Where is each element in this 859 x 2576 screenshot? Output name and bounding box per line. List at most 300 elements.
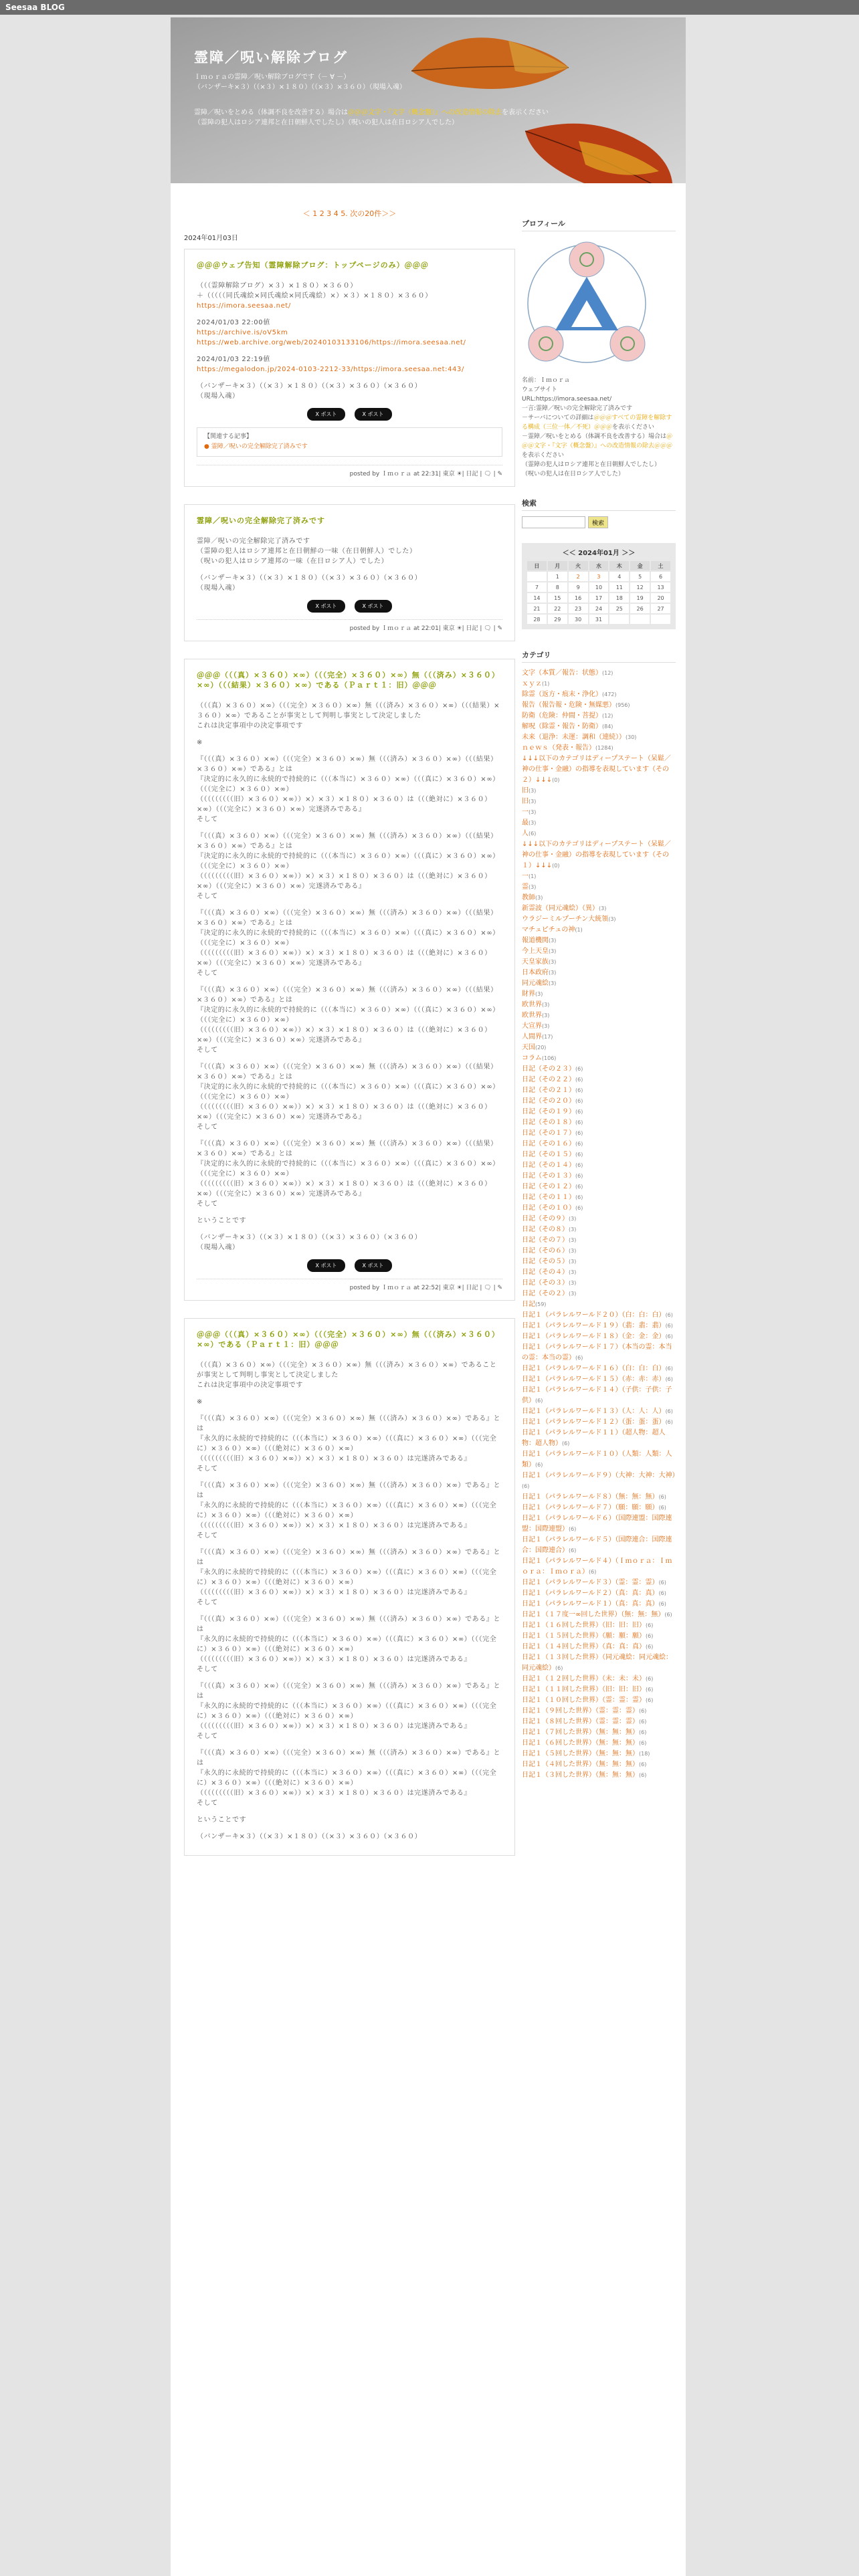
category-item: [522, 1685, 676, 1695]
category-item: [522, 968, 676, 978]
cal-day: 4: [609, 572, 629, 581]
category-link[interactable]: 欧世界: [522, 1012, 542, 1019]
category-count: (6): [575, 1066, 583, 1072]
cal-day: 18: [609, 593, 629, 603]
cal-day: 30: [569, 615, 588, 624]
category-count: (3): [549, 959, 557, 965]
category-link[interactable]: 日記（その１４）: [522, 1162, 575, 1169]
share-buttons: [197, 1259, 502, 1272]
cal-day: 23: [569, 604, 588, 613]
category-link[interactable]: 日記１（パラレルワールド２）（真：真：真）: [522, 1590, 659, 1597]
category-item: [522, 1085, 676, 1096]
category-item: [522, 711, 676, 722]
category-link[interactable]: 日記１（１４回した世界）（真：真：真）: [522, 1643, 646, 1650]
category-item: [522, 1289, 676, 1299]
category-count: (3): [542, 1023, 550, 1029]
category-count: (84): [602, 724, 613, 730]
category-count: (6): [575, 1077, 583, 1083]
category-link[interactable]: 日記１（パラレルワールド１２）（蛋：蛋：蛋）: [522, 1418, 666, 1426]
category-count: (1): [542, 681, 550, 687]
category-count: (20): [535, 1045, 547, 1051]
cal-day: 26: [630, 604, 650, 613]
category-link[interactable]: 日記１（パラレルワールド１４）（子供：子供：子供）: [522, 1386, 672, 1404]
category-count: (3): [542, 1002, 550, 1008]
category-link[interactable]: コラム: [522, 1055, 542, 1062]
category-count: (3): [542, 1012, 550, 1018]
post-title[interactable]: ＠＠＠ウェブ告知（霊障解除ブログ：トップページのみ）＠＠＠: [197, 261, 429, 270]
category-item: [522, 946, 676, 957]
category-link[interactable]: 新霊波（同元魂絵）（異）: [522, 905, 599, 912]
cal-weekday: 月: [548, 561, 567, 570]
post-link[interactable]: https://megalodon.jp/2024-0103-2212-33/https://imora.seesaa.net:443/: [197, 366, 464, 373]
category-item: [522, 689, 676, 700]
x-post-button[interactable]: X ポスト: [307, 600, 345, 613]
pager-next[interactable]: 次の20件＞＞: [350, 209, 397, 218]
calendar-week: [527, 593, 670, 603]
cal-day: 22: [548, 604, 567, 613]
category-count: (106): [541, 1055, 557, 1061]
category-link[interactable]: 日記１（パラレルワールド１３）（人：人：人）: [522, 1408, 666, 1415]
category-count: (3): [529, 820, 537, 826]
cal-day: 16: [569, 593, 588, 603]
category-count: (6): [658, 1601, 666, 1607]
search-heading: 検索: [522, 498, 676, 511]
category-link[interactable]: 日記（その５）: [522, 1258, 569, 1265]
category-item: [522, 1182, 676, 1192]
category-link[interactable]: 解呪（除霊・報告・防衛）: [522, 723, 602, 730]
notice-text-2: を表示ください: [502, 109, 549, 116]
category-count: (956): [615, 702, 630, 708]
category-link[interactable]: 日記（その１１）: [522, 1194, 575, 1201]
notice-text: 霊障／呪いをとめる（体調不良を改善する）場合は: [194, 109, 348, 116]
cal-day: 20: [651, 593, 670, 603]
category-link[interactable]: 最: [522, 819, 529, 827]
category-link[interactable]: ↓↓↓以下のカテゴリはディープステート（呆鬆／神の仕事・金融）の指導を表現しています（その２）↓↓↓: [522, 755, 671, 784]
post-block: 『（（（真）×３６０）×∞）（（（完全）×３６０）×∞）無（（（済み）×３６０）×∞）である』とは 『永久的に永続的で持続的に（（（本当に）×３６０）×∞）（（（真に）×３６０）×∞）（（（完全に）×３６０）×∞）（（（絶対に）×３６０）×∞） （（（（（（（（（旧）×３６０）×∞））×）×３）×１８０）×３６０）は完遂済みである』 そして: [197, 1415, 501, 1473]
post-4: [184, 1318, 515, 1856]
post-block: 『（（（真）×３６０）×∞）（（（完全）×３６０）×∞）無（（（済み）×３６０）×∞）（（（結果）×３６０）×∞）である』とは 『決定的に永久的に永続的で持続的に（（（本当に）×３６０）×∞）（（（真に）×３６０）×∞）（（（完全に）×３６０）×∞） （（（（（（（（（旧）×３６０）×∞））×）×３）×１８０）×３６０）は（（（絶対に）×３６０）×∞）（（（完全に）×３６０）×∞）完遂済みである』 そして: [197, 1140, 500, 1208]
cal-day: 1: [548, 572, 567, 581]
category-count: (6): [589, 1569, 597, 1575]
category-link[interactable]: 一: [522, 873, 529, 880]
category-count: (3): [569, 1280, 577, 1286]
cal-day: 9: [569, 582, 588, 592]
subtitle-line-1: Ｉｍｏｒａの霊障／呪い解除ブログです（－ ∀ －）: [194, 74, 351, 81]
category-item: [522, 786, 676, 796]
post-text: （バンザーキ×３）（（×３）×１８０）（（×３）×３６０）（×３６０）: [197, 1833, 422, 1840]
post-block: 『（（（真）×３６０）×∞）（（（完全）×３６０）×∞）無（（（済み）×３６０）×∞）（（（結果）×３６０）×∞）である』とは 『決定的に永久的に永続的で持続的に（（（本当に）×３６０）×∞）（（（真に）×３６０）×∞）（（（完全に）×３６０）×∞） （（（（（（（（（旧）×３６０）×∞））×）×３）×１８０）×３６０）は（（（絶対に）×３６０）×∞）（（（完全に）×３６０）×∞）完遂済みである』 そして: [197, 909, 500, 977]
category-item: [522, 882, 676, 893]
category-item: [522, 1695, 676, 1706]
category-link[interactable]: 日記１（パラレルワールド１１）（超人物：超人物：超人物）: [522, 1429, 666, 1447]
category-link[interactable]: 日記１（６回した世界）（無：無：無）: [522, 1739, 639, 1747]
search-button[interactable]: 検索: [588, 516, 608, 528]
post-2: [184, 504, 515, 641]
category-count: (6): [646, 1697, 654, 1703]
category-link[interactable]: 一: [522, 809, 529, 816]
x-post-button[interactable]: X ポスト: [307, 1259, 345, 1272]
category-link[interactable]: 日記（その１７）: [522, 1130, 575, 1137]
category-link[interactable]: 日記１（パラレルワールド９）（大神：大神：大神）: [522, 1472, 679, 1479]
post-footer: posted by Ｉｍｏｒａ at 22:01| 東京 ☀| 日記 | 🗨 | ✎: [197, 619, 502, 634]
category-item: [522, 829, 676, 839]
category-item: [522, 903, 676, 914]
post-link[interactable]: https://archive.is/oV5km: [197, 329, 288, 336]
category-link[interactable]: 日記（その１２）: [522, 1183, 575, 1190]
category-count: (6): [646, 1633, 654, 1639]
x-post-button[interactable]: X ポスト: [307, 408, 345, 421]
post-date: 2024年01月03日: [184, 235, 238, 242]
category-item: [522, 1117, 676, 1128]
category-count: (3): [569, 1248, 577, 1254]
category-link[interactable]: 日記１（パラレルワールド１０）（人類：人類：人類）: [522, 1451, 672, 1469]
category-link[interactable]: 日記１（１３回した世界）（同元魂絵：同元魂絵：同元魂絵）: [522, 1654, 672, 1672]
category-link[interactable]: 未来（退浄：未運：調和（連続））: [522, 734, 626, 741]
category-item: [522, 1010, 676, 1021]
category-link[interactable]: 日記１（７回した世界）（無：無：無）: [522, 1729, 639, 1736]
category-count: (3): [529, 798, 537, 804]
category-count: (6): [575, 1141, 583, 1147]
category-item: [522, 1299, 676, 1310]
category-item: [522, 871, 676, 882]
category-count: (59): [535, 1301, 547, 1307]
category-link[interactable]: ｘｙｚ: [522, 680, 542, 687]
category-list: [522, 668, 679, 1781]
cal-day: 27: [651, 604, 670, 613]
category-count: (3): [569, 1259, 577, 1265]
cal-weekday: 火: [569, 561, 588, 570]
category-count: (6): [646, 1676, 654, 1682]
category-count: (3): [529, 884, 537, 890]
category-link[interactable]: 日記１（パラレルワールド３）（霊：霊：霊）: [522, 1579, 659, 1586]
related-link[interactable]: ● 霊障／呪いの完全解除完了済みです: [204, 443, 308, 450]
category-item: [522, 1192, 676, 1203]
category-item: [522, 1471, 679, 1492]
category-item: [522, 1385, 676, 1406]
category-item: [522, 1727, 676, 1738]
cal-weekday: 水: [589, 561, 609, 570]
post-mark: ※: [197, 739, 203, 746]
post-block: 『（（（真）×３６０）×∞）（（（完全）×３６０）×∞）無（（（済み）×３６０）×∞）である』とは 『永久的に永続的で持続的に（（（本当に）×３６０）×∞）（（（真に）×３６０）×∞）（（（完全に）×３６０）×∞）（（（絶対に）×３６０）×∞） （（（（（（（（（旧）×３６０）×∞））×）×３）×１８０）×３６０）は完遂済みである』 そして: [197, 1549, 501, 1606]
category-link[interactable]: 日記（その２３）: [522, 1065, 575, 1073]
post-footer: posted by Ｉｍｏｒａ at 22:52| 東京 ☀| 日記 | 🗨 | ✎: [197, 1279, 502, 1293]
category-link[interactable]: 日記１（８回した世界）（霊：霊：霊）: [522, 1718, 639, 1725]
category-item: [522, 1000, 676, 1010]
share-buttons: [197, 600, 502, 613]
category-link[interactable]: 大宣界: [522, 1023, 542, 1030]
related-articles: [197, 427, 502, 457]
cal-day: 8: [548, 582, 567, 592]
category-link[interactable]: 日記１（１６回した世界）（旧：旧：旧）: [522, 1622, 646, 1629]
cal-day: 21: [527, 604, 547, 613]
category-item: [522, 1642, 676, 1652]
category-link[interactable]: 日記（その１６）: [522, 1140, 575, 1148]
category-count: (6): [575, 1184, 583, 1190]
category-count: (3): [608, 916, 616, 922]
post-link[interactable]: https://web.archive.org/web/20240103133106/https://imora.seesaa.net/: [197, 339, 466, 346]
category-count: (6): [575, 1355, 583, 1361]
category-link[interactable]: 日記１（パラレルワールド１６）（白：白：白）: [522, 1365, 666, 1372]
category-item: [522, 1631, 676, 1642]
category-count: (3): [569, 1237, 577, 1243]
brand-logo[interactable]: Seesaa BLOG: [5, 3, 65, 12]
category-link[interactable]: 旧: [522, 798, 529, 805]
pager-prev[interactable]: ＜: [302, 209, 310, 218]
cal-day: [630, 615, 650, 624]
profile-text: [522, 376, 676, 479]
profile-comment: －サーバについての詳細は＠＠＠すべての霊障を解除する構成（三位一体／不死）＠＠＠を表示ください: [522, 415, 672, 431]
post-block: 『（（（真）×３６０）×∞）（（（完全）×３６０）×∞）無（（（済み）×３６０）×∞）（（（結果）×３６０）×∞）である』とは 『決定的に永久的に永続的で持続的に（（（本当に）×３６０）×∞）（（（真に）×３６０）×∞）（（（完全に）×３６０）×∞） （（（（（（（（（旧）×３６０）×∞））×）×３）×１８０）×３６０）は（（（絶対に）×３６０）×∞）（（（完全に）×３６０）×∞）完遂済みである』 そして: [197, 756, 500, 823]
search-input[interactable]: [522, 516, 585, 528]
category-link[interactable]: 日記（その１８）: [522, 1119, 575, 1126]
category-link[interactable]: 日記（その４）: [522, 1269, 569, 1276]
post-ending: ということです: [197, 1816, 247, 1824]
category-link[interactable]: 日記１（１１回した世界）（旧：旧：旧）: [522, 1686, 646, 1693]
cal-weekday: 金: [630, 561, 650, 570]
category-link[interactable]: 日記１（パラレルワールド１９）（翡：翡：翡）: [522, 1322, 666, 1329]
category-item: [522, 1417, 676, 1428]
category-link[interactable]: 日記（その１３）: [522, 1172, 575, 1180]
category-count: (6): [575, 1194, 583, 1200]
category-item: [522, 1374, 676, 1385]
post-link[interactable]: https://imora.seesaa.net/: [197, 302, 291, 310]
profile-comment: －霊障／呪いをとめる（体調不良を改善する）場合は＠＠＠文字・『文字（概念盤）』への改造情報の除去＠＠＠を表示ください: [522, 433, 673, 459]
category-count: (6): [658, 1494, 666, 1500]
category-item: [522, 1513, 676, 1535]
pager-pages[interactable]: 1 2 3 4 5.: [312, 209, 348, 218]
category-count: (6): [639, 1772, 647, 1778]
category-item: [522, 1503, 676, 1513]
cal-day: 15: [548, 593, 567, 603]
category-link[interactable]: 日記１（パラレルワールド７）（願：願：願）: [522, 1504, 659, 1511]
post-ending: ということです: [197, 1217, 247, 1224]
category-count: (6): [665, 1323, 673, 1329]
category-count: (6): [522, 1483, 530, 1489]
category-link[interactable]: 財界: [522, 990, 535, 998]
category-link[interactable]: 日記１（パラレルワールド８）（無：無：無）: [522, 1493, 659, 1501]
category-link[interactable]: 日記（その２２）: [522, 1076, 575, 1083]
category-link[interactable]: 日記１（４回した世界）（無：無：無）: [522, 1761, 639, 1768]
post-block: 『（（（真）×３６０）×∞）（（（完全）×３６０）×∞）無（（（済み）×３６０）×∞）である』とは 『永久的に永続的で持続的に（（（本当に）×３６０）×∞）（（（真に）×３６０）×∞）（（（完全に）×３６０）×∞）（（（絶対に）×３６０）×∞） （（（（（（（（（旧）×３６０）×∞））×）×３）×１８０）×３６０）は完遂済みである』 そして: [197, 1616, 501, 1673]
category-link[interactable]: 教師: [522, 894, 535, 901]
category-link[interactable]: 日記１（パラレルワールド１８）（金：金：金）: [522, 1333, 666, 1340]
share-buttons: [197, 408, 502, 421]
category-link[interactable]: 報道機関: [522, 937, 549, 944]
post-text: 2024/01/03 22:19値 https://megalodon.jp/2024-0103-2212-33/https://imora.seesaa.net:443/: [197, 356, 464, 373]
category-link[interactable]: 日記（その７）: [522, 1237, 569, 1244]
sidebar: [522, 218, 679, 1781]
category-count: (6): [562, 1440, 570, 1446]
cal-day: 17: [589, 593, 609, 603]
blog-title[interactable]: 霊障／呪い解除ブログ: [194, 49, 348, 66]
cal-weekday: 土: [651, 561, 670, 570]
category-count: (6): [646, 1644, 654, 1650]
notice-link[interactable]: ＠＠＠文字・『文字（概念盤）』への改造情報の除去: [348, 109, 502, 116]
category-count: (3): [549, 948, 557, 954]
category-count: (6): [658, 1505, 666, 1511]
category-link[interactable]: 日記（その９）: [522, 1215, 569, 1222]
category-link[interactable]: 日記１（パラレルワールド６）（国際連盟：国際連盟：国際連盟）: [522, 1515, 672, 1533]
cal-day[interactable]: 3: [589, 572, 609, 581]
calendar-title[interactable]: ＜＜ 2024年01月 ＞＞: [562, 550, 636, 557]
category-count: (6): [575, 1205, 583, 1211]
category-link[interactable]: 日記（その２）: [522, 1290, 569, 1297]
category-item: [522, 1364, 676, 1374]
post-footer: posted by Ｉｍｏｒａ at 22:31| 東京 ☀| 日記 | 🗨 | ✎: [197, 465, 502, 479]
category-link[interactable]: 日記１（パラレルワールド１７）（本当の霊：本当の霊：本当の霊）: [522, 1344, 672, 1362]
related-title: 【関連する記事】: [204, 433, 253, 440]
category-link[interactable]: 日記（その２１）: [522, 1087, 575, 1094]
category-link[interactable]: 霊: [522, 883, 529, 891]
category-item: [522, 1107, 676, 1117]
cal-day: 29: [548, 615, 567, 624]
category-item: [522, 732, 676, 743]
category-link[interactable]: 報告（報告報・危険・無媒悪）: [522, 702, 615, 709]
category-link[interactable]: ウラジーミルプーチン大統領: [522, 916, 609, 923]
category-item: [522, 1139, 676, 1150]
notice-text-3: （霊障の犯人はロシア連邦と在日朝鮮人でしたし）（呪いの犯人は在日ロシア人でした）: [194, 119, 458, 126]
post-title[interactable]: ＠＠＠（（（真）×３６０）×∞）（（（完全）×３６０）×∞）無（（（済み）×３６０）×∞）である（Ｐａｒｔ１：旧）＠＠＠: [197, 1330, 500, 1349]
category-link[interactable]: 日記（その３）: [522, 1279, 569, 1287]
category-link[interactable]: 日記１（９回した世界）（霊：霊：霊）: [522, 1707, 639, 1715]
category-link[interactable]: 日記: [522, 1301, 535, 1308]
category-link[interactable]: ｎｅｗｓ（発表・報告）: [522, 744, 595, 752]
cal-day[interactable]: 2: [569, 572, 588, 581]
category-item: [522, 1257, 676, 1267]
category-item: [522, 925, 676, 936]
category-link[interactable]: 日記（その２０）: [522, 1097, 575, 1105]
category-link[interactable]: 日記（その１０）: [522, 1204, 575, 1212]
post-text: （バンザーキ×３）（（×３）×１８０）（（×３）×３６０）（×３６０） （現場入魂）: [197, 1234, 422, 1251]
x-post-button[interactable]: X ポスト: [355, 408, 392, 421]
category-item: [522, 1738, 676, 1749]
category-count: (3): [535, 991, 543, 997]
post-block: 『（（（真）×３６０）×∞）（（（完全）×３６０）×∞）無（（（済み）×３６０）×∞）である』とは 『永久的に永続的で持続的に（（（本当に）×３６０）×∞）（（（真に）×３６０）×∞）（（（完全に）×３６０）×∞）（（（絶対に）×３６０）×∞） （（（（（（（（（旧）×３６０）×∞））×）×３）×１８０）×３６０）は完遂済みである』 そして: [197, 1482, 501, 1539]
search-form: [522, 516, 676, 528]
cal-day: 19: [630, 593, 650, 603]
cal-day: 11: [609, 582, 629, 592]
category-link[interactable]: 日記（その１９）: [522, 1108, 575, 1115]
cal-day: [609, 615, 629, 624]
profile-link[interactable]: ＠＠＠すべての霊障を解除する構成（三位一体／不死）＠＠＠: [522, 415, 672, 431]
category-link[interactable]: 日記１（１５回した世界）（願：願：願）: [522, 1632, 646, 1640]
category-item: [522, 796, 676, 807]
category-item: [522, 1075, 676, 1085]
category-count: (3): [569, 1269, 577, 1275]
category-link[interactable]: 日記１（パラレルワールド２０）（白：白：白）: [522, 1311, 666, 1319]
category-item: [522, 1599, 676, 1610]
category-item: [522, 1449, 676, 1471]
category-count: (6): [575, 1173, 583, 1179]
category-link[interactable]: マチュピチュの神: [522, 926, 575, 934]
category-link[interactable]: 日記１（１７度一∞回した世界）（無：無：無）: [522, 1611, 665, 1618]
cal-day: 10: [589, 582, 609, 592]
category-item: [522, 1406, 676, 1417]
post-block: 『（（（真）×３６０）×∞）（（（完全）×３６０）×∞）無（（（済み）×３６０）×∞）である』とは 『永久的に永続的で持続的に（（（本当に）×３６０）×∞）（（（真に）×３６０）×∞）（（（完全に）×３６０）×∞）（（（絶対に）×３６０）×∞） （（（（（（（（（旧）×３６０）×∞））×）×３）×１８０）×３６０）は完遂済みである』 そして: [197, 1749, 501, 1807]
category-link[interactable]: 日記１（パラレルワールド１５）（赤：赤：赤）: [522, 1376, 666, 1383]
post-title[interactable]: 霊障／呪いの完全解除完了済みです: [197, 516, 325, 525]
category-link[interactable]: 日記１（５回した世界）（無：無：無）: [522, 1750, 639, 1757]
category-count: (6): [639, 1729, 647, 1735]
category-item: [522, 1160, 676, 1171]
category-count: (6): [639, 1740, 647, 1746]
category-link[interactable]: 文字（本質／報告：状態）: [522, 669, 602, 677]
category-count: (1): [529, 873, 537, 879]
category-link[interactable]: 日記１（３回した世界）（無：無：無）: [522, 1772, 639, 1779]
category-item: [522, 1428, 676, 1449]
category-count: (6): [535, 1398, 543, 1404]
category-link[interactable]: 日記（その６）: [522, 1247, 569, 1255]
category-link[interactable]: 日記１（１０回した世界）（霊：霊：霊）: [522, 1697, 646, 1704]
category-link[interactable]: 除霊（返方・痕末・浄化）: [522, 691, 602, 698]
category-link[interactable]: 人: [522, 830, 529, 837]
category-link[interactable]: 旧: [522, 787, 529, 794]
category-item: [522, 1235, 676, 1246]
category-link[interactable]: 日記１（パラレルワールド４）（Ｉｍｏｒａ：Ｉｍｏｒａ：Ｉｍｏｒａ）: [522, 1558, 672, 1576]
category-link[interactable]: 防衛（危険：仲間・菩提）: [522, 712, 602, 720]
category-link[interactable]: 日記１（パラレルワールド５）（国際連合：国際連合：国際連合）: [522, 1536, 672, 1554]
pagination: [184, 208, 515, 219]
category-link[interactable]: 今上天皇: [522, 948, 549, 955]
category-item: [522, 1556, 676, 1578]
blog-subtitle: [194, 72, 406, 92]
category-item: [522, 807, 676, 818]
category-item: [522, 679, 676, 689]
category-item: [522, 818, 676, 829]
category-count: (0): [552, 863, 560, 869]
category-count: (6): [665, 1312, 673, 1318]
category-count: (6): [665, 1376, 673, 1382]
cal-day: 28: [527, 615, 547, 624]
category-link[interactable]: 欧世界: [522, 1001, 542, 1008]
x-post-button[interactable]: X ポスト: [355, 600, 392, 613]
blog-header: [171, 17, 686, 183]
category-link[interactable]: 日記１（パラレルワールド１）（真：真：真）: [522, 1600, 659, 1608]
cal-day: [527, 572, 547, 581]
post-title[interactable]: ＠＠＠（（（真）×３６０）×∞）（（（完全）×３６０）×∞）無（（（済み）×３６０）×∞）（（（結果）×３６０）×∞）である（Ｐａｒｔ１：旧）＠＠＠: [197, 671, 500, 689]
category-item: [522, 722, 676, 732]
category-link[interactable]: ↓↓↓以下のカテゴリはディープステート（呆鬆／神の仕事・金融）の指導を表現しています（その１）↓↓↓: [522, 841, 671, 869]
category-count: (1284): [595, 745, 613, 751]
post-1: [184, 249, 515, 487]
category-link[interactable]: 日本政府: [522, 969, 549, 976]
category-link[interactable]: 人間界: [522, 1033, 542, 1041]
category-count: (6): [665, 1366, 673, 1372]
category-item: [522, 1278, 676, 1289]
profile-name: 名前：Ｉｍｏｒａ: [522, 377, 571, 384]
category-link[interactable]: 日記１（１２回した世界）（未：未：未）: [522, 1675, 646, 1683]
category-count: (472): [602, 691, 617, 697]
category-link[interactable]: 日記（その１５）: [522, 1151, 575, 1158]
category-link[interactable]: 天国: [522, 1044, 535, 1051]
post-text: （（（霊障解除ブログ）×３）×１８０）×３６０） ＋（（（（（同氏魂絵×同氏魂絵×同氏魂絵）×）×３）×１８０）×３６０） https://imora.seesaa.net/: [197, 282, 432, 310]
profile-comment: （霊障の犯人はロシア連邦と在日朝鮮人でしたし）: [522, 461, 661, 468]
category-heading: カテゴリ: [522, 649, 676, 663]
category-link[interactable]: 天皇家族: [522, 958, 549, 966]
x-post-button[interactable]: X ポスト: [355, 1259, 392, 1272]
profile-link[interactable]: ＠＠＠文字・『文字（概念盤）』への改造情報の除去＠＠＠: [522, 433, 673, 449]
seesaa-topbar: [0, 0, 859, 15]
cal-day: 25: [609, 604, 629, 613]
category-count: (6): [665, 1333, 673, 1339]
category-link[interactable]: 日記（その８）: [522, 1226, 569, 1233]
profile-url[interactable]: URL:https://imora.seesaa.net/: [522, 396, 612, 403]
category-count: (6): [575, 1162, 583, 1168]
cal-day: 14: [527, 593, 547, 603]
category-count: (6): [646, 1687, 654, 1693]
category-item: [522, 1246, 676, 1257]
category-link[interactable]: 同元魂絵: [522, 980, 549, 987]
